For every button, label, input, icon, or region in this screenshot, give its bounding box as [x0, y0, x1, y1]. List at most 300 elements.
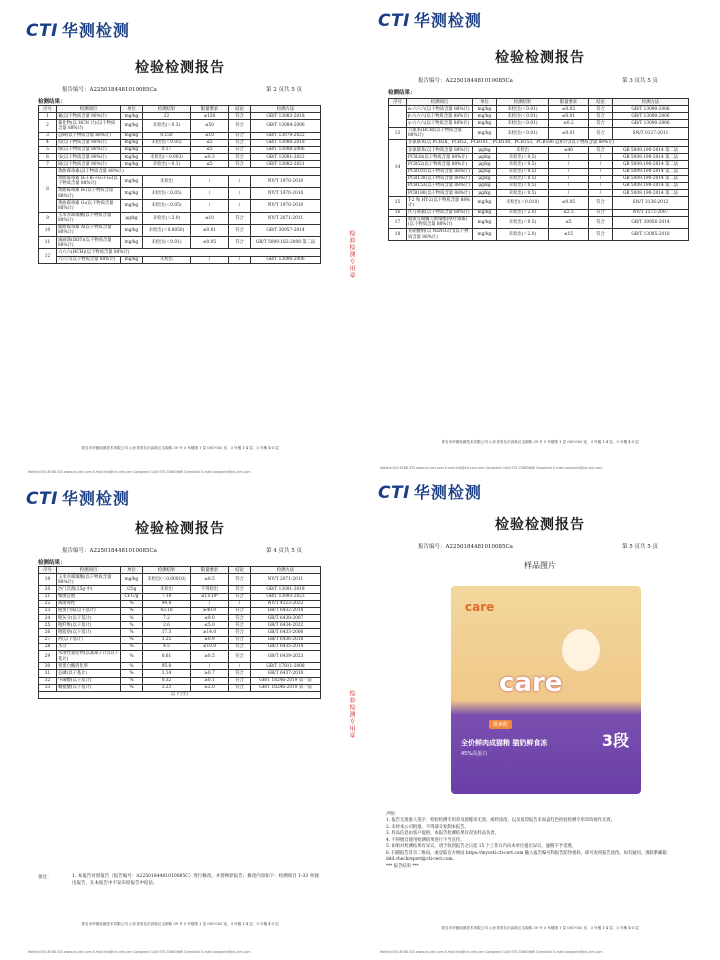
table-cell: mg/kg: [121, 146, 143, 153]
table-cell: 3: [39, 132, 57, 139]
table-cell: PCB101(以干物质含量 88%计): [407, 168, 473, 175]
table-cell: GB 5009.190-2014 第二法: [613, 147, 689, 154]
table-cell: ≤0.05: [191, 237, 229, 249]
table-row: [39, 120, 321, 132]
table-cell: 未检出: [143, 586, 191, 593]
table-cell: /: [549, 161, 589, 168]
table-cell: 符合: [229, 139, 251, 146]
column-header: 结论: [589, 99, 613, 106]
table-row: [389, 190, 689, 197]
table-cell: mg/kg: [473, 127, 497, 139]
table-cell: /: [229, 663, 251, 670]
product-tag: 微素配: [489, 720, 512, 729]
table-cell: GB/T 13085-2018: [613, 228, 689, 240]
table-cell: 9: [39, 212, 57, 224]
table-cell: 符合: [229, 574, 251, 586]
sample-photo: [451, 586, 641, 794]
table-cell: 未检出(＜2.0): [497, 209, 549, 216]
table-cell: /: [229, 256, 251, 263]
table-cell: 赖氨酸(以干基计): [57, 684, 121, 691]
table-cell: 符合: [229, 120, 251, 132]
column-header: 检测方法: [613, 99, 689, 106]
table-cell: GB/T 13090-2006: [613, 120, 689, 127]
table-cell: μg/kg: [473, 190, 497, 197]
lab-address: 青岛市华测检测技术有限公司 山东省青岛市高新区宝源路 39 号 5 号楼第 1 层 001-002 室、3 号楼 1-4 层、5 号楼 4-5 层: [441, 926, 639, 930]
table-cell: 符合: [589, 228, 613, 240]
group-title-cell: 黄曲霉毒素(以干物质含量 88%计): [57, 168, 321, 175]
table-cell: 黄曲霉毒素 B₁(以干物质含量 88%计): [57, 187, 121, 199]
table-cell: 26: [39, 629, 57, 636]
table-cell: GB/T 13082-2021: [251, 161, 321, 168]
column-header: 检测结果: [143, 106, 191, 113]
column-header: 限量要求: [191, 106, 229, 113]
table-cell: /: [229, 600, 251, 607]
table-cell: 未检出(＜0.01): [497, 127, 549, 139]
table-cell: GB/T 6438-2007: [251, 615, 321, 622]
cti-logo: [378, 8, 482, 31]
table-cell: ≤1×10⁶: [191, 593, 229, 600]
table-cell: GB/T 6433-2006: [251, 629, 321, 636]
table-cell: 7: [39, 161, 57, 168]
declaration-item: 4. 不得擅自使用检测结果进行不当宣传。: [386, 837, 465, 843]
seal-mark: 检验检测专用章: [348, 230, 355, 279]
table-cell: %: [121, 615, 143, 622]
report-page-5: [360, 480, 720, 960]
table-cell: ≤0.01: [191, 224, 229, 236]
table-row: [39, 677, 321, 684]
table-cell: 未检出: [497, 147, 549, 154]
table-cell: 钙(以干基计): [57, 636, 121, 643]
table-cell: GB/T 13090-2006: [613, 113, 689, 120]
table-cell: 1.25: [143, 636, 191, 643]
table-cell: %: [121, 607, 143, 614]
logo-cti-text: CTI: [378, 11, 410, 31]
table-cell: 未检出(＜0.010): [497, 197, 549, 209]
declaration-item: 2. 未经本公司批准，不得部分复制本报告。: [386, 824, 469, 830]
table-cell: 符合: [229, 237, 251, 249]
table-cell: %: [121, 643, 143, 650]
table-cell: 水溶性氯化物(以氯离子计)(以干基计): [58, 651, 119, 662]
table-row: [389, 197, 689, 209]
results-label: 检测结果：: [38, 99, 66, 105]
table-cell: 符合: [229, 146, 251, 153]
cti-logo: [26, 18, 130, 41]
table-cell: μg/kg: [473, 147, 497, 154]
table-cell: 符合: [229, 212, 251, 224]
table-cell: 未检出: [143, 175, 191, 187]
table-cell: 未检出(＜0.5): [497, 216, 549, 228]
table-cell: GB/T 30956-2014: [613, 216, 689, 228]
table-cell: /: [589, 175, 613, 182]
lab-address: 青岛市华测检测技术有限公司 山东省青岛市高新区宝源路 39 号 5 号楼第 1 层 001-002 室、3 号楼 1-4 层、5 号楼 4-5 层: [441, 440, 639, 444]
table-cell: 10: [39, 224, 57, 236]
table-cell: 未检出(＜0.003): [143, 154, 191, 161]
column-header: 限量要求: [549, 99, 589, 106]
table-cell: 4: [39, 139, 57, 146]
table-cell: GB/T 13079-2022: [251, 132, 321, 139]
table-cell: GB/T 13088-2006: [251, 146, 321, 153]
seal-mark: 检验检测专用章: [348, 690, 355, 739]
table-cell: NY/T 2071-2011: [251, 212, 321, 224]
report-number: 报告编号：A2250184481010085Ca: [62, 548, 157, 554]
table-row: [389, 127, 689, 139]
logo-cn-text: 华测检测: [413, 483, 482, 502]
table-cell: /: [191, 200, 229, 212]
table-cell: mg/kg: [121, 187, 143, 199]
report-meta: [418, 542, 658, 550]
table-cell: %: [121, 677, 143, 684]
table-cell: 未检出(＜0.3): [143, 120, 191, 132]
declaration-item: 6. 扫描报告首页二维码，或登陆官方网站 https://myceti.cti-cert.com 输入报告编号和报告防伪密码，即可查询报告真伪。如有疑问，请联系邮箱：ddd.checkreport@cti-cert.com。: [386, 850, 671, 863]
table-cell: ≤0.02: [549, 106, 589, 113]
table-cell: ≥40.0: [191, 607, 229, 614]
table-cell: μg/kg: [473, 161, 497, 168]
table-cell: 20: [39, 586, 57, 593]
table-cell: ≥0.5: [191, 650, 229, 662]
product-brand-name: care: [499, 668, 563, 698]
report-title: 检验检测报告: [135, 60, 225, 76]
table-cell: ≤5: [191, 161, 229, 168]
table-row: [389, 147, 689, 154]
table-row: [39, 663, 321, 670]
table-cell: ≤15: [549, 228, 589, 240]
table-row: [39, 175, 321, 187]
table-row: [39, 650, 321, 662]
table-cell: /: [549, 190, 589, 197]
table-cell: 2.6: [143, 622, 191, 629]
table-row: [389, 139, 689, 146]
table-row: [39, 113, 321, 120]
table-cell: 符合: [229, 643, 251, 650]
table-cell: mg/kg: [121, 200, 143, 212]
table-cell: 脱氧雪腐镰刀菌烯醇(呕吐毒素)(以干物质含量 88%计): [407, 216, 473, 228]
report-page-3: [360, 0, 720, 480]
table-cell: 11: [39, 237, 57, 249]
table-cell: 33: [39, 684, 57, 691]
table-cell: mg/kg: [121, 574, 143, 586]
table-cell: PCB138(以干物质含量 88%计): [407, 175, 473, 182]
column-header: 检测方法: [251, 106, 321, 113]
footer-contact: Hotline:400-6788-333 www.cti-cert.com E-mail:info@cti-cert.com Complaint Call:0755-33683666 Complaint E-mail:complaint@cti-cert.com: [28, 950, 251, 954]
table-row: [389, 168, 689, 175]
table-cell: μg/kg: [473, 182, 497, 189]
table-cell: GB 5009.190-2014 第二法: [613, 182, 689, 189]
product-stage: 3段: [601, 731, 629, 750]
table-cell: 黄曲霉毒素 B₁+B₂+G₁+G₂(以干物质含量 88%计): [57, 175, 121, 187]
table-cell: ≤9.0: [191, 615, 229, 622]
table-cell: 符合: [229, 670, 251, 677]
table-row: [39, 161, 321, 168]
table-cell: GB/T 13091-2018: [251, 586, 321, 593]
table-cell: T-2 和 HT-2(以干物质含量 88%计): [407, 197, 473, 209]
table-cell: GB 5009.190-2014 第二法: [613, 154, 689, 161]
table-cell: mg/kg: [121, 132, 143, 139]
table-cell: /: [589, 182, 613, 189]
table-cell: 六六六(以干物质含量 88%计): [57, 256, 121, 263]
column-header: 结论: [229, 567, 251, 574]
column-header: 检测方法: [251, 567, 321, 574]
table-cell: 符合: [229, 161, 251, 168]
product-tagline: 全价鲜肉成猫粮 猫奶鲜食冻: [461, 739, 548, 747]
blank-row-cell: 以下空白: [39, 691, 321, 698]
page-number: 第 3 页共 5 页: [622, 78, 658, 84]
table-cell: ≥0.1: [191, 677, 229, 684]
table-cell: 0.17: [143, 146, 191, 153]
logo-cn-text: 华测检测: [61, 489, 130, 508]
table-row: [389, 161, 689, 168]
table-row: [39, 256, 321, 263]
table-cell: 黄曲霉毒素 G₁(以干物质含量 88%计): [57, 200, 121, 212]
table-cell: 胃蛋白酶消化率: [57, 663, 121, 670]
table-cell: ≤50: [191, 120, 229, 132]
table-cell: GB/T 13083-2018: [251, 113, 321, 120]
results-table: [388, 98, 689, 241]
table-cell: GB/T 5009.162-2008 第二法: [251, 237, 321, 249]
table-cell: ≤5: [191, 139, 229, 146]
table-cell: 未检出(＜0.5): [497, 161, 549, 168]
table-row: [39, 643, 321, 650]
table-cell: ＜10: [143, 593, 191, 600]
table-cell: 水分: [57, 643, 121, 650]
table-cell: 总砷(以干物质含量 88%计): [57, 132, 121, 139]
table-cell: GB/T 6434-2022: [251, 622, 321, 629]
table-cell: 符合: [229, 113, 251, 120]
table-cell: 汞(以干物质含量 88%计): [57, 154, 121, 161]
table-cell: /: [191, 175, 229, 187]
table-row: [39, 629, 321, 636]
table-row: [389, 209, 689, 216]
report-title: 检验检测报告: [135, 521, 225, 537]
table-cell: 符合: [229, 586, 251, 593]
table-cell: GB 5009.190-2014 第二法: [613, 168, 689, 175]
table-cell: %: [121, 622, 143, 629]
table-cell: 粗灰分(以干基计): [57, 615, 121, 622]
table-cell: 22: [143, 113, 191, 120]
column-header: 检测结果: [143, 567, 191, 574]
table-cell: /: [549, 182, 589, 189]
report-page-4: [0, 480, 360, 960]
table-cell: β-六六六(以干物质含量 88%计): [407, 113, 473, 120]
table-cell: 7.2: [143, 615, 191, 622]
table-cell: 符合: [229, 224, 251, 236]
results-table: [38, 105, 321, 264]
table-cell: GB/T 17811-2008: [251, 663, 321, 670]
table-cell: mg/kg: [473, 228, 497, 240]
table-cell: %: [121, 600, 143, 607]
table-cell: mg/kg: [121, 139, 143, 146]
table-cell: /: [549, 175, 589, 182]
table-cell: ≤150: [191, 113, 229, 120]
table-row: [39, 615, 321, 622]
table-cell: ≤0.01: [549, 127, 589, 139]
table-cell: GB/T 6436-2018: [251, 636, 321, 643]
table-cell: 符合: [229, 650, 251, 662]
table-cell: 15: [389, 197, 407, 209]
logo-cti-text: CTI: [26, 21, 58, 41]
table-cell: 霉菌毒性: [57, 600, 121, 607]
sample-photo-title: 样品图片: [524, 561, 556, 570]
table-cell: NY/T 1970-2010: [251, 200, 321, 212]
table-cell: %: [121, 650, 143, 662]
table-cell: 总磷(以干基计): [57, 670, 121, 677]
table-cell: 赭曲霉毒素 A(以干物质含量 88%计): [57, 224, 121, 236]
table-cell: 27: [39, 636, 57, 643]
table-cell: ≤5: [549, 216, 589, 228]
table-cell: 氟(以干物质含量 88%计): [57, 113, 121, 120]
table-cell: /: [229, 175, 251, 187]
table-cell: GB 5009.190-2014 第二法: [613, 161, 689, 168]
column-header: 序号: [39, 106, 57, 113]
table-cell: 滴滴涕(DDT)(以干物质含量 88%计): [57, 237, 121, 249]
table-cell: 伏马毒素(以干物质含量 88%计): [407, 209, 473, 216]
table-cell: 13: [389, 127, 407, 139]
table-cell: 1.14: [143, 670, 191, 677]
table-cell: ≤5.0: [191, 622, 229, 629]
table-cell: GB 5009.190-2014 第二法: [613, 190, 689, 197]
table-row: [39, 139, 321, 146]
table-cell: 4.5: [143, 643, 191, 650]
report-number: 报告编号：A2250184481010085Ca: [418, 544, 513, 550]
column-header: 限量要求: [191, 567, 229, 574]
table-cell: /: [549, 154, 589, 161]
remark-text: 1. 本报告对原报告（报告编号：A2250184481010085C）进行修改，并替换原报告；修改内容如下：检测项目 1-33 单独出报告，在本报告中不发布原报告中结论。: [72, 874, 319, 886]
table-cell: 未检出(＜0.0050): [143, 224, 191, 236]
table-cell: 29: [39, 650, 57, 662]
table-cell: CFU/g: [121, 593, 143, 600]
table-cell: 3.23: [143, 684, 191, 691]
table-cell: 8: [39, 168, 57, 212]
table-cell: 22: [39, 600, 57, 607]
table-cell: /: [589, 161, 613, 168]
table-row: [39, 593, 321, 600]
cti-logo: [26, 486, 130, 509]
column-header: 单位: [121, 106, 143, 113]
table-cell: 未检出(＜0.5): [497, 154, 549, 161]
table-cell: 符合: [229, 154, 251, 161]
table-cell: 0.150: [143, 132, 191, 139]
table-cell: [389, 106, 407, 127]
table-cell: mg/kg: [473, 197, 497, 209]
table-cell: ≥14.0: [191, 629, 229, 636]
table-row: [389, 175, 689, 182]
declaration-item: 3. 样品信息由客户提供，本报告检测结果仅对送样品负责。: [386, 831, 499, 837]
report-meta: [418, 76, 658, 84]
table-cell: 14: [389, 139, 407, 196]
table-cell: mg/kg: [121, 224, 143, 236]
table-cell: μg/kg: [473, 175, 497, 182]
table-row: [39, 168, 321, 175]
table-cell: /: [191, 663, 229, 670]
table-cell: 17: [389, 216, 407, 228]
table-cell: SN/T 3136-2012: [613, 197, 689, 209]
table-cell: 铅(以干物质含量 88%计): [57, 139, 121, 146]
table-cell: ≤10: [191, 212, 229, 224]
logo-cti-text: CTI: [378, 483, 410, 503]
table-cell: 沙门氏菌(25g 中): [57, 586, 121, 593]
table-row: [39, 586, 321, 593]
table-cell: 未检出(＜0.05): [143, 187, 191, 199]
table-cell: 0.61: [143, 650, 191, 662]
table-cell: %: [121, 670, 143, 677]
table-cell: GB 5009.190-2014 第二法: [613, 175, 689, 182]
table-row: [39, 622, 321, 629]
table-cell: GB/T 13084-2006: [251, 120, 321, 132]
report-meta: [62, 85, 302, 93]
table-cell: 19: [39, 574, 57, 586]
table-cell: 94.8: [143, 600, 191, 607]
table-cell: 符合: [229, 636, 251, 643]
table-cell: 符合: [589, 106, 613, 113]
column-header: 单位: [473, 99, 497, 106]
report-meta: [62, 546, 302, 554]
table-cell: 未检出(＜0.01): [497, 120, 549, 127]
table-cell: 符合: [229, 622, 251, 629]
table-cell: 6: [39, 154, 57, 161]
table-cell: 亚硝酸钠(以 NaNO₂计)(以干物质含量 88%计): [407, 228, 473, 240]
cat-illustration: [561, 628, 601, 672]
table-cell: %: [121, 663, 143, 670]
table-cell: mg/kg: [121, 237, 143, 249]
table-cell: 0.32: [143, 677, 191, 684]
table-cell: GB/T 13093-2023: [251, 593, 321, 600]
table-cell: 符合: [229, 615, 251, 622]
table-cell: mg/kg: [121, 113, 143, 120]
column-header: 检测结果: [497, 99, 549, 106]
table-cell: 12: [39, 249, 57, 263]
table-cell: ≥0.7: [191, 670, 229, 677]
table-cell: 未检出(＜0.05): [143, 139, 191, 146]
table-cell: %: [121, 636, 143, 643]
report-title: 检验检测报告: [495, 50, 585, 66]
table-cell: GB/T 13090-2006: [613, 106, 689, 113]
table-cell: 5: [39, 146, 57, 153]
column-header: 序号: [39, 567, 57, 574]
table-cell: ≤0.01: [549, 113, 589, 120]
table-row: [389, 182, 689, 189]
logo-cn-text: 华测检测: [413, 11, 482, 30]
table-cell: 未检出(＜0.5): [497, 168, 549, 175]
table-cell: ≤10: [191, 132, 229, 139]
table-row: [39, 574, 321, 586]
table-row: [39, 187, 321, 199]
table-cell: μg/kg: [473, 168, 497, 175]
table-header-row: [39, 106, 321, 113]
table-cell: ≥2.0: [191, 684, 229, 691]
table-row: [39, 636, 321, 643]
table-cell: /: [589, 154, 613, 161]
table-cell: 符合: [589, 147, 613, 154]
table-row: [389, 120, 689, 127]
table-cell: 多氯联苯(以干物质含量 88%计): [407, 147, 473, 154]
table-cell: ≤0.3: [191, 154, 229, 161]
table-cell: /: [191, 187, 229, 199]
table-cell: PCB52(以干物质含量 88%计): [407, 161, 473, 168]
table-cell: 24: [39, 615, 57, 622]
table-cell: 未检出(＜0.05): [143, 200, 191, 212]
table-cell: SN/T 0127-2011: [613, 127, 689, 139]
table-cell: μg/kg: [473, 154, 497, 161]
page-number: 第 5 页共 5 页: [622, 544, 658, 550]
table-cell: mg/kg: [121, 175, 143, 187]
table-row: [39, 691, 321, 698]
table-cell: 43.18: [143, 607, 191, 614]
logo-cn-text: 华测检测: [61, 21, 130, 40]
product-subline: 45%高蛋白: [461, 751, 488, 757]
table-cell: 未检出(＜0.01): [143, 237, 191, 249]
table-cell: GB/T 6432-2018: [251, 607, 321, 614]
table-row: [39, 154, 321, 161]
table-cell: 31: [39, 670, 57, 677]
